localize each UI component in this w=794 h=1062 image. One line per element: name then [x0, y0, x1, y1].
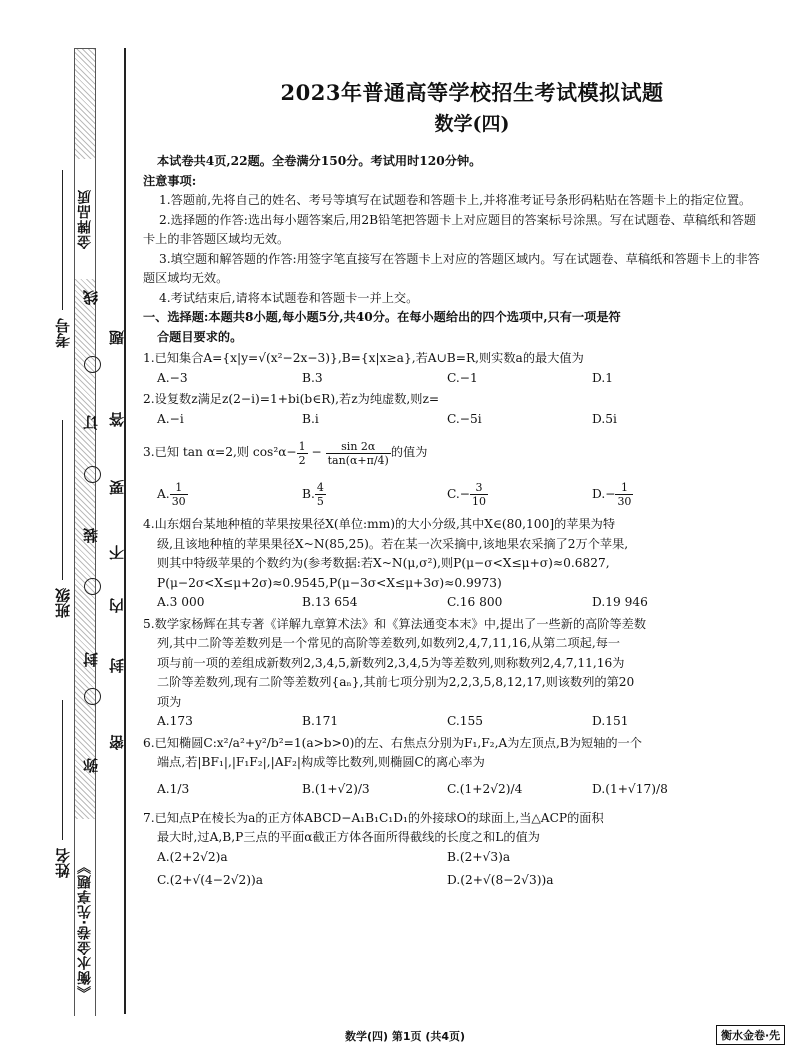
exam-content: [143, 78, 761, 891]
fraction-half: $\frac{1}{2}$: [298, 439, 306, 467]
seal-circle: [84, 688, 101, 705]
binding-line: [124, 48, 126, 1014]
question-line: 二阶等差数列,现有二阶等差数列{aₙ},其前七项分别为2,2,3,5,8,12,17,则该数列的第20: [157, 675, 635, 689]
seal-char: 封: [108, 658, 126, 673]
note-item: 2.选择题的作答:选出每小题答案后,用2B铅笔把答题卡上对应题目的答案标号涂黑。写在试题卷、草稿纸和答题卡上的非答题区域均无效。: [143, 212, 756, 246]
question-stem: 3.已知 tan α=2,则 cos²α− $\frac{1}{2}$ − $\frac{\sin 2\alpha}{\tan(\alpha+\pi/4)}$ 的值为: [143, 439, 428, 467]
page-title: 2023年普通高等学校招生考试模拟试题: [280, 80, 664, 105]
seal-char: 题: [108, 330, 126, 345]
brand-bottom: 《衡水金卷·先享题》: [75, 819, 95, 1039]
options-row: [143, 475, 761, 513]
seal-char: 答: [108, 412, 126, 427]
option-d: D.19 946: [592, 595, 648, 609]
option-b: B. $\frac{4}{5}$: [302, 480, 324, 508]
class-blank: [62, 420, 63, 580]
brand-top: 金牌品质: [75, 159, 95, 279]
question-line: 项与前一项的差组成新数列2,3,4,5,新数列2,3,4,5为等差数列,则称数列2,4,7,11,16为: [157, 655, 625, 670]
seal-char: 内: [108, 598, 126, 613]
option-c: C.−5i: [447, 411, 482, 426]
exam-no-label: 考号: [54, 318, 72, 348]
option-d: D.1: [592, 370, 613, 385]
notes-title: 注意事项:: [143, 173, 197, 188]
note-item: 1.答题前,先将自己的姓名、考号等填写在试题卷和答题卡上,并将准考证号条形码粘贴在答题卡上的指定位置。: [159, 193, 752, 207]
question-4: [143, 515, 761, 613]
question-6: [143, 734, 761, 807]
seal-char: 弥: [82, 758, 100, 773]
option-c: C.(2+√(4−2√2))a: [157, 873, 264, 887]
question-line: 6.已知椭圆C:x²/a²+y²/b²=1(a>b>0)的左、右焦点分别为F₁,F₂,A为左顶点,B为短轴的一个: [143, 735, 642, 750]
seal-char: 装: [82, 528, 100, 543]
option-a: A.173: [157, 714, 193, 728]
binding-strip: [0, 0, 130, 1062]
question-line: 最大时,过A,B,P三点的平面α截正方体各面所得截线的长度之和L的值为: [157, 830, 540, 844]
option-b: B.13 654: [302, 595, 358, 609]
question-line: 项为: [157, 694, 182, 709]
option-a: A.−i: [157, 411, 184, 426]
option-b: B.(1+√2)/3: [302, 781, 370, 796]
question-line: 5.数学家杨辉在其专著《详解九章算术法》和《算法通变本末》中,提出了一些新的高阶等差数: [143, 616, 647, 631]
question-line: 4.山东烟台某地种植的苹果按果径X(单位:mm)的大小分级,其中X∈(80,100]的苹果为特: [143, 517, 616, 531]
exam-no-blank: [62, 170, 63, 310]
name-blank: [62, 700, 63, 840]
question-stem: 2.设复数z满足z(2−i)=1+bi(b∈R),若z为纯虚数,则z=: [143, 392, 440, 406]
option-d: D.− $\frac{1}{30}$: [592, 480, 632, 508]
question-stem: 1.已知集合A={x|y=√(x²−2x−3)},B={x|x≥a},若A∪B=R,则实数a的最大值为: [143, 351, 584, 365]
page-number: 数学(四) 第1页 (共4页): [345, 1030, 466, 1043]
option-a: A.(2+2√2)a: [157, 849, 228, 864]
option-d: D.(1+√17)/8: [592, 781, 668, 796]
question-2: [143, 390, 761, 429]
class-label: 班级: [54, 588, 72, 618]
question-line: 端点,若|BF₁|,|F₁F₂|,|AF₂|构成等比数列,则椭圆C的离心率为: [157, 755, 485, 769]
option-c: C.155: [447, 714, 484, 728]
question-line: 则其中特级苹果的个数约为(参考数据:若X~N(μ,σ²),则P(μ−σ<X≤μ+σ)≈0.6827,: [157, 556, 610, 570]
question-line: P(μ−2σ<X≤μ+2σ)≈0.9545,P(μ−3σ<X≤μ+3σ)≈0.9973): [157, 575, 502, 590]
section-title: 一、选择题:本题共8小题,每小题5分,共40分。在每小题给出的四个选项中,只有一项是符: [143, 310, 621, 324]
options-row: [143, 593, 761, 613]
question-line: 列,其中二阶等差数列是一个常见的高阶等差数列,如数列2,4,7,11,16,从第二项起,每一: [157, 636, 621, 650]
option-d: D.5i: [592, 411, 617, 426]
stem-text: 的值为: [390, 445, 428, 460]
option-c: C.− $\frac{3}{10}$: [447, 480, 486, 508]
question-7: [143, 809, 761, 891]
option-c: C.−1: [447, 370, 478, 385]
option-d: D.151: [592, 714, 629, 728]
brand-tag: 衡水金卷·先: [716, 1025, 785, 1045]
option-d: D.(2+√(8−2√3))a: [447, 873, 554, 887]
seal-char: 密: [108, 735, 126, 750]
name-label: 姓名: [54, 848, 72, 878]
note-item: 3.填空题和解答题的作答:用签字笔直接写在答题卡上对应的答题区域内。写在试题卷、草稿纸和答题卡上的非答题区域均无效。: [143, 251, 760, 285]
option-b: B.171: [302, 714, 339, 728]
question-1: [143, 349, 761, 388]
seal-char: 不: [108, 545, 126, 560]
options-row: [143, 369, 761, 389]
fraction-sin-tan: $\frac{\sin 2\alpha}{\tan(\alpha+\pi/4)}$: [327, 439, 389, 467]
option-b: B.i: [302, 411, 319, 426]
question-3: [143, 431, 761, 513]
option-a: A. $\frac{1}{30}$: [157, 480, 186, 508]
options-row: [143, 773, 761, 807]
option-a: A.1/3: [157, 781, 190, 796]
seal-circle: [84, 466, 101, 483]
options-row: [143, 712, 761, 732]
question-line: 7.已知点P在棱长为a的正方体ABCD−A₁B₁C₁D₁的外接球O的球面上,当△ACP的面积: [143, 810, 604, 825]
question-line: 级,且该地种植的苹果果径X~N(85,25)。若在某一次采摘中,该地果农采摘了2万个苹果,: [157, 536, 629, 551]
note-item: 4.考试结束后,请将本试题卷和答题卡一并上交。: [159, 290, 419, 305]
page-subtitle: 数学(四): [434, 113, 510, 135]
seal-circle: [84, 578, 101, 595]
stem-text: 3.已知 tan α=2,则 cos²α−: [143, 445, 297, 460]
options-grid: [143, 848, 761, 891]
option-c: C.(1+2√2)/4: [447, 781, 523, 796]
option-c: C.16 800: [447, 595, 503, 609]
question-5: [143, 615, 761, 732]
option-a: A.3 000: [157, 595, 205, 609]
seal-circle: [84, 356, 101, 373]
seal-char: 要: [108, 480, 126, 495]
option-a: A.−3: [157, 370, 188, 385]
seal-char: 订: [82, 415, 100, 430]
options-row: [143, 410, 761, 430]
seal-char: 线: [82, 290, 100, 305]
option-b: B.3: [302, 370, 323, 385]
exam-intro: 本试卷共4页,22题。全卷满分150分。考试用时120分钟。: [157, 154, 482, 168]
section-title-cont: 合题目要求的。: [157, 329, 243, 344]
option-b: B.(2+√3)a: [447, 849, 511, 864]
seal-char: 封: [82, 652, 100, 667]
